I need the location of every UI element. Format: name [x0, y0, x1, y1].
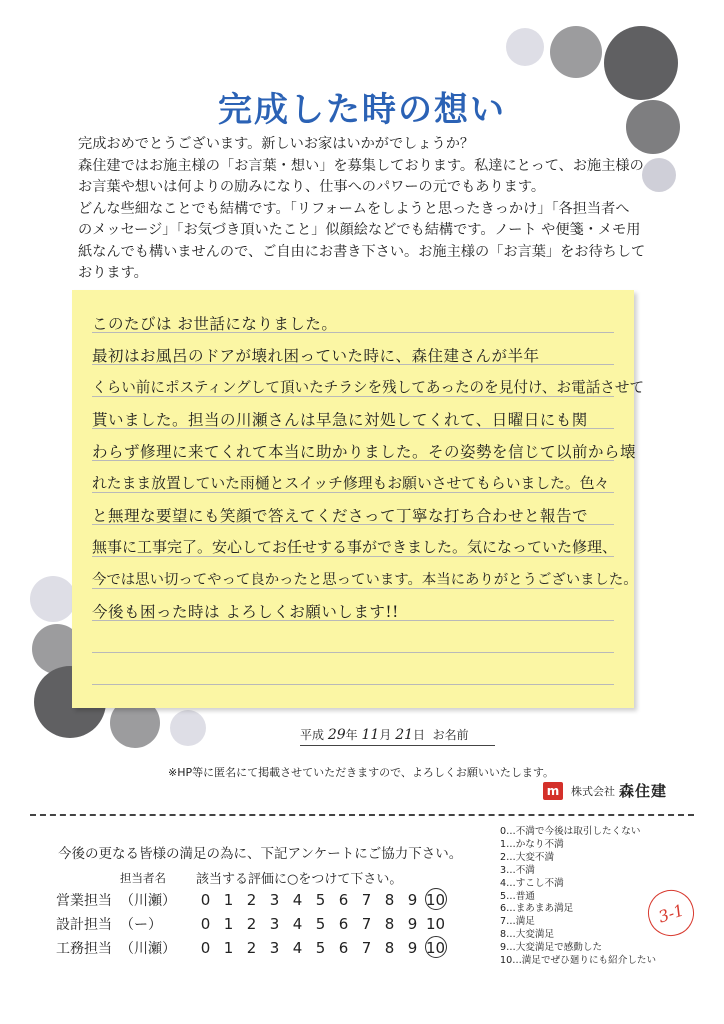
score-option[interactable]: 9	[407, 891, 418, 909]
legend-item: 1…かなり不満	[500, 838, 564, 850]
company-mark-icon: m	[543, 782, 563, 800]
decor-circle	[550, 26, 602, 78]
intro-line: お言葉や想いは何よりの励みになり、仕事へのパワーの元でもあります。	[78, 179, 546, 195]
score-option[interactable]: 5	[315, 915, 326, 933]
score-option[interactable]: 2	[246, 891, 257, 909]
survey-row-label: 設計担当	[56, 917, 112, 933]
handwritten-line: 今後も困った時は よろしくお願いします!!	[92, 603, 399, 621]
survey-row	[56, 914, 447, 934]
score-option[interactable]: 0	[200, 939, 211, 957]
decor-circle	[506, 28, 544, 66]
handwritten-line: わらず修理に来てくれて本当に助かりました。その姿勢を信じて以前から壊	[92, 443, 637, 461]
score-option[interactable]: 6	[338, 939, 349, 957]
handwritten-line: くらい前にポスティングして頂いたチラシを残してあったのを見付け、お電話させて	[92, 379, 645, 396]
handwritten-line: このたびは お世話になりました。	[92, 315, 338, 333]
score-option[interactable]: 1	[223, 915, 234, 933]
score-option[interactable]: 7	[361, 939, 372, 957]
legend-item: 5…普通	[500, 890, 535, 902]
intro-line: おります。	[78, 265, 148, 281]
col-eval-header: 該当する評価に○をつけて下さい。	[196, 872, 403, 887]
intro-text	[78, 134, 678, 285]
date-era: 平成	[300, 728, 325, 742]
survey-row	[56, 890, 447, 910]
handwritten-line: 最初はお風呂のドアが壊れ困っていた時に、森住建さんが半年	[92, 347, 540, 365]
date-day: 21	[395, 727, 414, 743]
survey-row-person: （川瀬）	[120, 893, 176, 909]
intro-line: 紙なんでも構いませんので、ご自由にお書き下さい。お施主様の「お言葉」をお待ちして	[78, 243, 646, 260]
survey-row-person: （川瀬）	[120, 941, 176, 957]
date-year: 29	[327, 727, 346, 743]
score-options	[194, 939, 447, 957]
handwritten-line: 無事に工事完了。安心してお任せする事ができました。気になっていた修理、	[92, 538, 618, 556]
score-option[interactable]: 1	[223, 891, 234, 909]
handwritten-line: 貰いました。担当の川瀬さんは早急に対処してくれて、日曜日にも関	[92, 411, 588, 429]
handwritten-line: れたまま放置していた雨樋とスイッチ修理もお願いさせてもらいました。色々	[92, 475, 610, 492]
score-option[interactable]: 10	[425, 939, 446, 957]
legend-item: 6…まあまあ満足	[500, 903, 574, 915]
score-option[interactable]: 0	[200, 915, 211, 933]
score-options	[194, 891, 447, 909]
page-title: 完成した時の想い	[218, 90, 506, 130]
decor-circle	[170, 710, 206, 746]
date-year-unit: 年	[345, 728, 358, 742]
score-option[interactable]: 2	[246, 915, 257, 933]
survey-row-label: 工務担当	[56, 941, 112, 957]
score-option[interactable]: 9	[407, 939, 418, 957]
survey-title: 今後の更なる皆様の満足の為に、下記アンケートにご協力下さい。	[58, 846, 463, 862]
person-name: 川瀬	[134, 941, 162, 957]
company-name: 森住建	[619, 782, 668, 800]
rating-legend	[500, 826, 656, 968]
score-option[interactable]: 8	[384, 891, 395, 909]
score-option[interactable]: 9	[407, 915, 418, 933]
score-option[interactable]: 6	[338, 915, 349, 933]
company-prefix: 株式会社	[571, 784, 615, 798]
handwritten-line: 今では思い切ってやって良かったと思っています。本当にありがとうございました。	[92, 572, 638, 588]
legend-item: 7…満足	[500, 916, 535, 928]
legend-item: 4…すこし不満	[500, 877, 564, 889]
legend-item: 8…大変満足	[500, 929, 555, 941]
score-option[interactable]: 10	[425, 915, 446, 933]
score-option[interactable]: 0	[200, 891, 211, 909]
date-day-unit: 日	[413, 728, 426, 742]
score-option[interactable]: 5	[315, 939, 326, 957]
score-option[interactable]: 7	[361, 891, 372, 909]
score-option[interactable]: 3	[269, 915, 280, 933]
legend-item: 9…大変満足で感動した	[500, 942, 603, 954]
score-option[interactable]: 6	[338, 891, 349, 909]
handwritten-line: と無理な要望にも笑顔で答えてくださって丁寧な打ち合わせと報告で	[92, 507, 589, 525]
legend-item: 2…大変不満	[500, 851, 555, 863]
score-option[interactable]: 3	[269, 939, 280, 957]
col-person-header: 担当者名	[120, 871, 166, 885]
intro-line: 完成おめでとうございます。新しいお家はいかがでしょうか？	[78, 136, 475, 152]
intro-line: のメッセージ」「お気づき頂いたこと」似顔絵などでも結構です。ノート や便箋・メモ用	[78, 222, 641, 238]
score-option[interactable]: 4	[292, 915, 303, 933]
intro-line: 森住建ではお施主様の「お言葉・想い」を募集しております。私達にとって、お施主様の	[78, 157, 644, 174]
score-option[interactable]: 3	[269, 891, 280, 909]
company-logo	[543, 780, 667, 801]
score-option[interactable]: 8	[384, 915, 395, 933]
legend-item: 0…不満で今後は取引したくない	[500, 826, 641, 837]
person-name: ー	[134, 917, 148, 933]
intro-line: どんな些細なことでも結構です。「リフォームをしようと思ったきっかけ」「各担当者へ	[78, 200, 630, 217]
person-name: 川瀬	[134, 893, 162, 909]
date-line	[300, 726, 495, 746]
handwritten-note	[72, 290, 645, 708]
score-option[interactable]: 1	[223, 939, 234, 957]
legend-item: 3…不満	[500, 864, 535, 876]
score-options	[194, 915, 447, 933]
survey-row-label: 営業担当	[56, 893, 112, 909]
survey-row-person: （ー）	[120, 917, 162, 933]
ruled-line	[92, 652, 614, 653]
ruled-line	[92, 684, 614, 685]
score-option[interactable]: 5	[315, 891, 326, 909]
decor-circle	[30, 576, 76, 622]
date-month: 11	[361, 727, 380, 743]
score-option[interactable]: 8	[384, 939, 395, 957]
handwritten-stamp-mark: 3-1	[642, 884, 700, 942]
hp-note: ※HP等に匿名にて掲載させていただきますので、よろしくお願いいたします。	[168, 766, 555, 779]
score-option[interactable]: 7	[361, 915, 372, 933]
score-option[interactable]: 4	[292, 939, 303, 957]
survey-row	[56, 938, 447, 958]
score-option[interactable]: 2	[246, 939, 257, 957]
legend-item: 10…満足でぜひ廻りにも紹介したい	[500, 955, 657, 967]
date-month-unit: 月	[379, 728, 392, 742]
cut-line-divider	[30, 814, 694, 816]
score-option[interactable]: 4	[292, 891, 303, 909]
score-option[interactable]: 10	[425, 891, 446, 909]
name-label: お名前	[432, 728, 469, 742]
